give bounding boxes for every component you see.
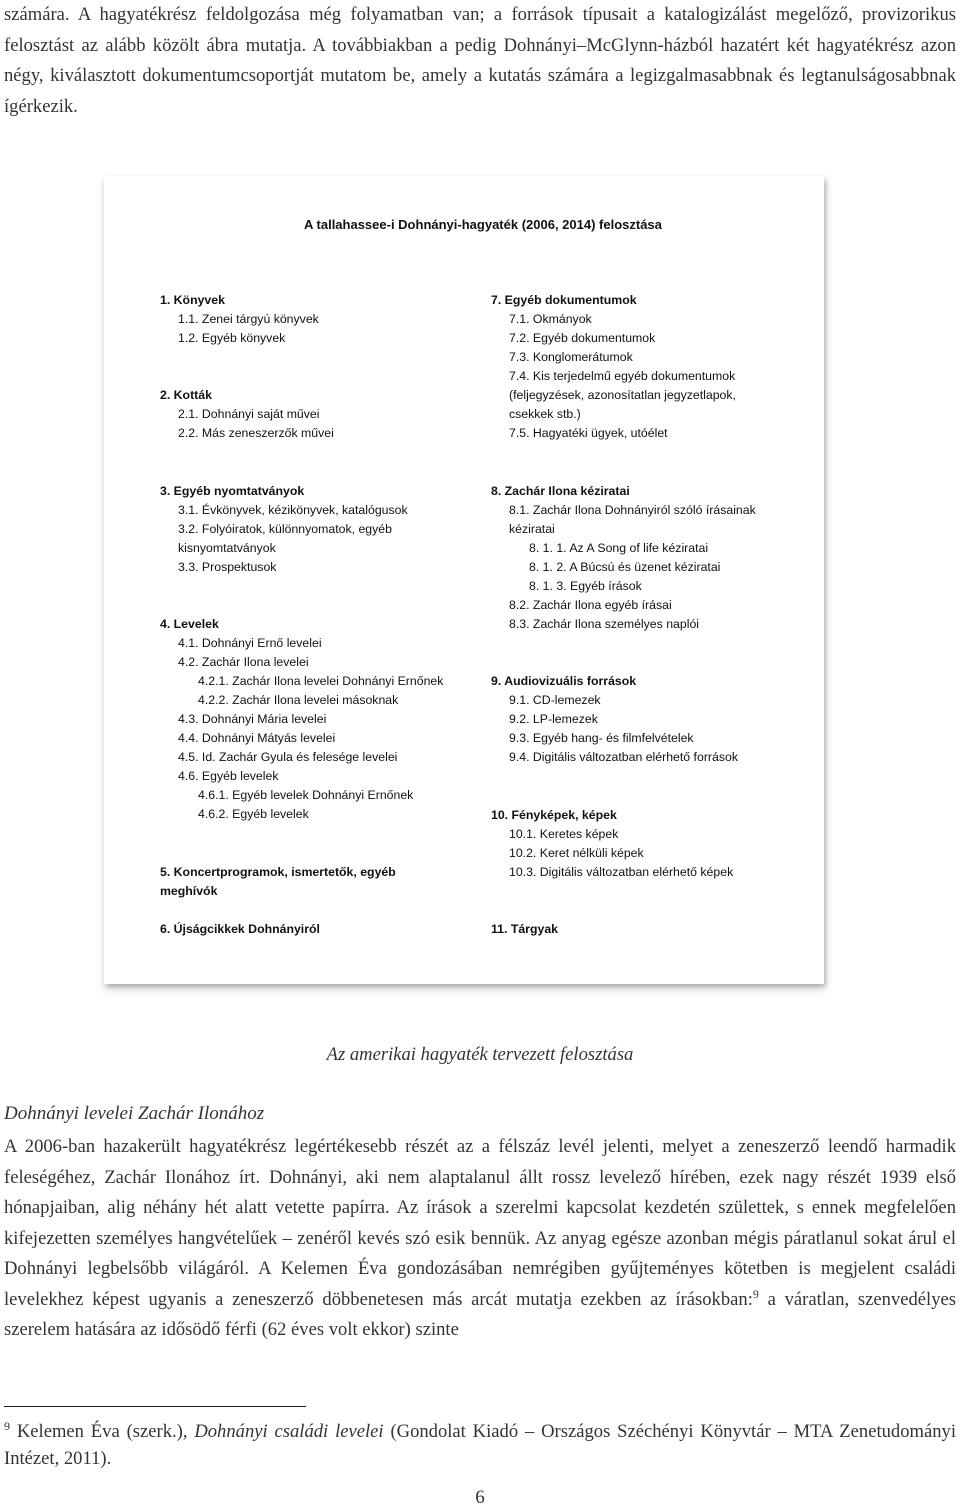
outline-heading: 1. Könyvek [160, 293, 225, 307]
outline-item: 4.6. Egyéb levelek [178, 769, 279, 783]
footnote-author: Kelemen Éva (szerk.), [10, 1421, 195, 1442]
outline-item: 3.2. Folyóiratok, különnyomatok, egyéb [178, 522, 392, 536]
outline-item: 4.5. Id. Zachár Gyula és felesége levelei [178, 750, 398, 764]
footnote-rest: (Gondolat Kiadó – Országos Széchényi Könyvtár – MTA Zenetudományi Intézet, 2011). [4, 1421, 956, 1469]
outline-item: 8. 1. 1. Az A Song of life kéziratai [529, 541, 709, 555]
outline-item: 4.6.1. Egyéb levelek Dohnányi Ernőnek [198, 788, 414, 802]
outline-item: 4.1. Dohnányi Ernő levelei [178, 636, 322, 650]
outline-item: 4.2. Zachár Ilona levelei [178, 655, 309, 669]
outline-item: 3.3. Prospektusok [178, 560, 277, 574]
outline-item: 9.2. LP-lemezek [509, 712, 598, 726]
page-number: 6 [475, 1487, 485, 1508]
outline-item: 2.2. Más zeneszerzők művei [178, 426, 334, 440]
outline-item: 10.3. Digitális változatban elérhető képek [509, 865, 734, 879]
footnote-title: Dohnányi családi levelei [194, 1421, 384, 1442]
figure-image [104, 176, 824, 984]
outline-item: 1.1. Zenei tárgyú könyvek [178, 312, 319, 326]
outline-item: 7.2. Egyéb dokumentumok [509, 331, 656, 345]
figure-title: A tallahassee-i Dohnányi-hagyaték (2006, 2014) felosztása [304, 217, 662, 232]
outline-heading: 6. Újságcikkek Dohnányiról [160, 922, 320, 936]
figure-caption: Az amerikai hagyaték tervezett felosztása [326, 1044, 634, 1065]
footnote-divider [4, 1406, 306, 1407]
outline-heading: 5. Koncertprogramok, ismertetők, egyéb [160, 865, 396, 879]
outline-item: 4.2.2. Zachár Ilona levelei másoknak [198, 693, 399, 707]
outline-item: (feljegyzések, azonosítatlan jegyzetlapok, [509, 388, 736, 402]
outline-item: 4.6.2. Egyéb levelek [198, 807, 309, 821]
outline-item: 10.2. Keret nélküli képek [509, 846, 644, 860]
outline-item: 4.2.1. Zachár Ilona levelei Dohnányi Ernőnek [198, 674, 444, 688]
outline-heading: 2. Kották [160, 388, 212, 402]
section-heading: Dohnányi levelei Zachár Ilonához [4, 1103, 265, 1124]
outline-item: 10.1. Keretes képek [509, 827, 619, 841]
outline-heading: 4. Levelek [160, 617, 219, 631]
outline-item: 9.1. CD-lemezek [509, 693, 601, 707]
outline-heading: 3. Egyéb nyomtatványok [160, 484, 305, 498]
intro-paragraph [4, 0, 956, 122]
outline-heading: 10. Fényképek, képek [491, 808, 617, 822]
outline-item: 8.2. Zachár Ilona egyéb írásai [509, 598, 672, 612]
outline-heading: 9. Audiovizuális források [491, 674, 637, 688]
footnote-ref[interactable]: 9 [752, 1286, 759, 1301]
outline-item: 8. 1. 3. Egyéb írások [529, 579, 642, 593]
outline-item: 8. 1. 2. A Búcsú és üzenet kéziratai [529, 560, 721, 574]
outline-heading: 7. Egyéb dokumentumok [491, 293, 637, 307]
outline-item: 1.2. Egyéb könyvek [178, 331, 286, 345]
outline-item: 2.1. Dohnányi saját művei [178, 407, 320, 421]
footnote [4, 1418, 956, 1472]
body-text-1: A 2006-ban hazakerült hagyatékrész legértékesebb részét az a félszáz levél jelenti, melyet a zeneszerző leendő harmadik feleségéhez, Zachár Ilonához írt. Dohnányi, aki nem alaptalanul állt rossz levelező hírében, ezek nagy részét 1939 első hónapjaiban, alig néhány hét alatt vetette papírra. Az írások a szerelmi kapcsolat kezdetén születtek, s ennek megfelelően kifejezetten személyes hangvételűek – zenéről kevés szó esik bennük. Az anyag egésze azonban mégis páratlanul sokat árul el Dohnányi legbelsőbb világáról. A Kelemen Éva gondozásában nemrégiben gyűjteményes kötetben is megjelent családi levelekhez képest ugyanis a zeneszerző döbbenetesen más arcát mutatja ezekben az írásokban: [4, 1136, 956, 1310]
outline-item: 7.3. Konglomerátumok [509, 350, 633, 364]
outline-item: 7.1. Okmányok [509, 312, 592, 326]
outline-item: 7.5. Hagyatéki ügyek, utóélet [509, 426, 668, 440]
body-text-2: a váratlan, szenvedélyes szerelem hatására az idősödő férfi (62 éves volt ekkor) szinte [4, 1288, 957, 1340]
outline-item: 4.4. Dohnányi Mátyás levelei [178, 731, 336, 745]
body-paragraph [4, 1132, 956, 1346]
outline-item: 9.3. Egyéb hang- és filmfelvételek [509, 731, 694, 745]
outline-item: 8.1. Zachár Ilona Dohnányiról szóló írásainak [509, 503, 756, 517]
outline-heading: meghívók [160, 884, 218, 898]
outline-item: kisnyomtatványok [178, 541, 276, 555]
outline-item: kéziratai [509, 522, 555, 536]
outline-item: csekkek stb.) [509, 407, 581, 421]
outline-heading: 11. Tárgyak [491, 922, 558, 936]
outline-item: 4.3. Dohnányi Mária levelei [178, 712, 327, 726]
footnote-number: 9 [4, 1418, 10, 1433]
outline-item: 9.4. Digitális változatban elérhető források [509, 750, 738, 764]
intro-text: számára. A hagyatékrész feldolgozása még folyamatban van; a források típusait a katalogizálást megelőző, provizorikus felosztást az alább közölt ábra mutatja. A továbbiakban a pedig Dohnányi–McGlynn-házból hazatért két hagyatékrész azon négy, kiválasztott dokumentumcsoportját mutatom be, amely a kutatás számára a legizgalmasabbnak és legtanulságosabbnak ígérkezik. [4, 4, 956, 117]
outline-item: 7.4. Kis terjedelmű egyéb dokumentumok [509, 369, 736, 383]
outline-item: 3.1. Évkönyvek, kézikönyvek, katalógusok [178, 503, 408, 517]
outline-heading: 8. Zachár Ilona kéziratai [491, 484, 630, 498]
outline-item: 8.3. Zachár Ilona személyes naplói [509, 617, 700, 631]
